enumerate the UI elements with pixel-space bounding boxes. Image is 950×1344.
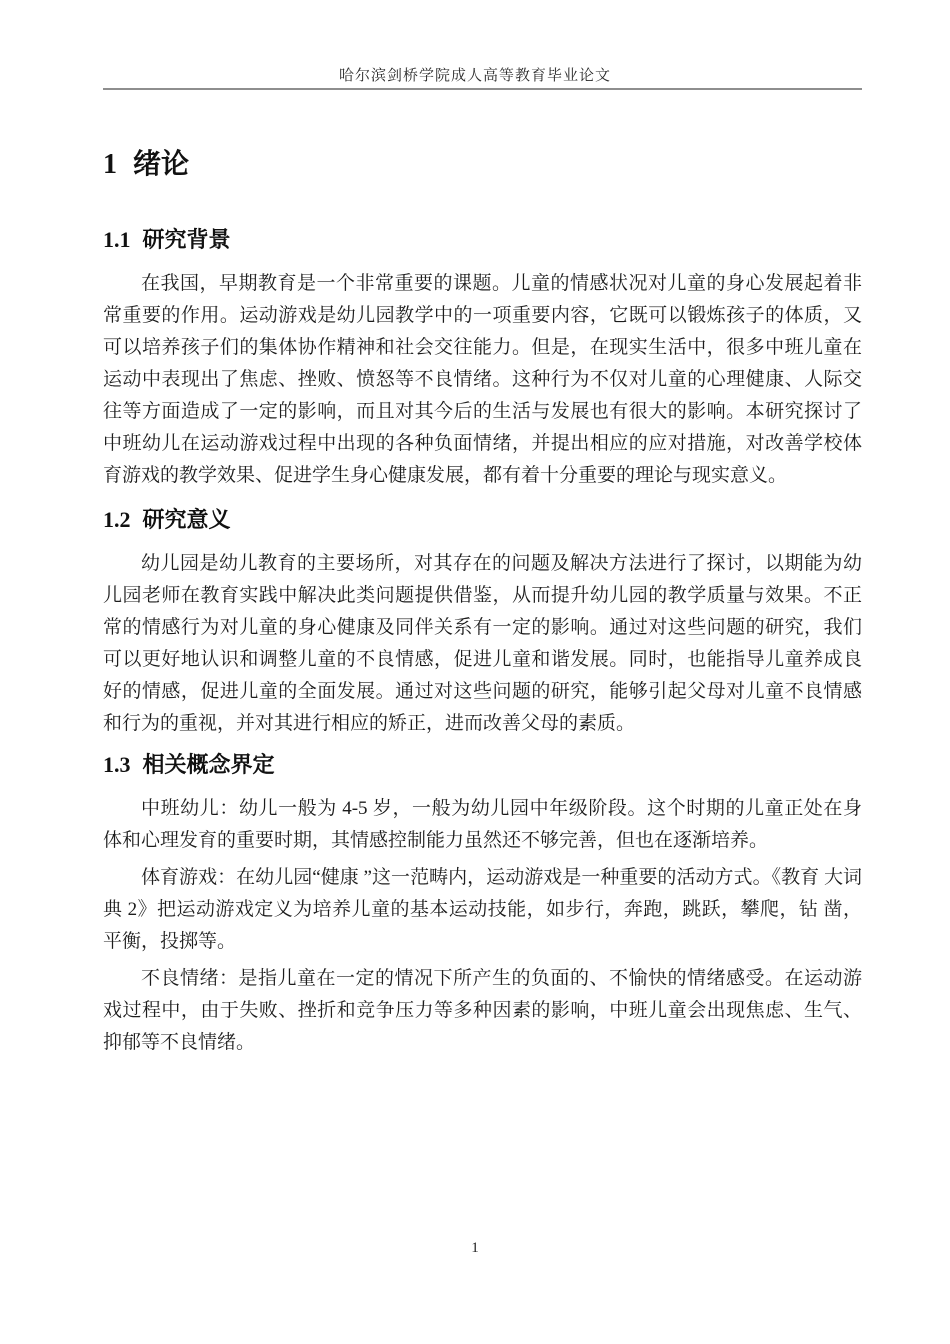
section-number: 1.1 bbox=[103, 227, 131, 252]
section-number: 1.3 bbox=[103, 752, 131, 777]
section-title: 研究背景 bbox=[142, 227, 231, 252]
header-rule bbox=[103, 88, 862, 90]
section-title: 相关概念界定 bbox=[142, 752, 275, 777]
running-header: 哈尔滨剑桥学院成人高等教育毕业论文 bbox=[338, 68, 611, 84]
chapter-number: 1 bbox=[103, 149, 117, 180]
section-heading bbox=[103, 750, 862, 780]
paragraph: 幼儿园是幼儿教育的主要场所，对其存在的问题及解决方法进行了探讨，以期能为幼儿园老师在教育实践中解决此类问题提供借鉴，从而提升幼儿园的教学质量与效果。不正常的情感行为对儿童的身心健康及同伴关系有一定的影响。通过对这些问题的研究，我们可以更好地认识和调整儿童的不良情感，促进儿童和谐发展。同时，也能指导儿童养成良好的情感，促进儿童的全面发展。通过对这些问题的研究，能够引起父母对儿童不良情感和行为的重视，并对其进行相应的矫正，进而改善父母的素质。 bbox=[103, 553, 862, 734]
page-content bbox=[103, 146, 862, 1059]
page-number: 1 bbox=[471, 1240, 479, 1256]
chapter-title: 绪论 bbox=[133, 148, 190, 179]
section-heading bbox=[103, 505, 862, 535]
paragraph: 中班幼儿：幼儿一般为 4-5 岁，一般为幼儿园中年级阶段。这个时期的儿童正处在身 体和心理发育的重要时期，其情感控制能力虽然还不够完善，但也在逐渐培养。 bbox=[103, 798, 862, 851]
section-heading bbox=[103, 225, 862, 255]
chapter-heading bbox=[103, 146, 862, 183]
section-concept-definitions bbox=[103, 750, 862, 1059]
section-research-significance bbox=[103, 505, 862, 740]
section-title: 研究意义 bbox=[142, 507, 231, 532]
section-research-background bbox=[103, 225, 862, 492]
paragraph: 在我国，早期教育是一个非常重要的课题。儿童的情感状况对儿童的身心发展起着非常重要的作用。运动游戏是幼儿园教学中的一项重要内容，它既可以锻炼孩子的体质，又可以培养孩子们的集体协作精神和社会交往能力。但是，在现实生活中，很多中班儿童在运动中表现出了焦虑、挫败、愤怒等不良情绪。这种行为不仅对儿童的心理健康、人际交往等方面造成了一定的影响，而且对其今后的生活与发展也有很大的影响。本研究探讨了中班幼儿在运动游戏过程中出现的各种负面情绪，并提出相应的应对措施，对改善学校体育游戏的教学效果、促进学生身心健康发展，都有着十分重要的理论与现实意义。 bbox=[103, 273, 862, 486]
paragraph: 不良情绪：是指儿童在一定的情况下所产生的负面的、不愉快的情绪感受。在运动游戏过程中，由于失败、挫折和竞争压力等多种因素的影响，中班儿童会出现焦虑、生气、抑郁等不良情绪。 bbox=[103, 968, 862, 1053]
section-number: 1.2 bbox=[103, 507, 131, 532]
paragraph: 体育游戏：在幼儿园“健康 ”这一范畴内，运动游戏是一种重要的活动方式。《教育 大词典 2》把运动游戏定义为培养儿童的基本运动技能，如步行，奔跑，跳跃，攀爬，钻 凿，平衡，投掷等。 bbox=[103, 867, 862, 952]
